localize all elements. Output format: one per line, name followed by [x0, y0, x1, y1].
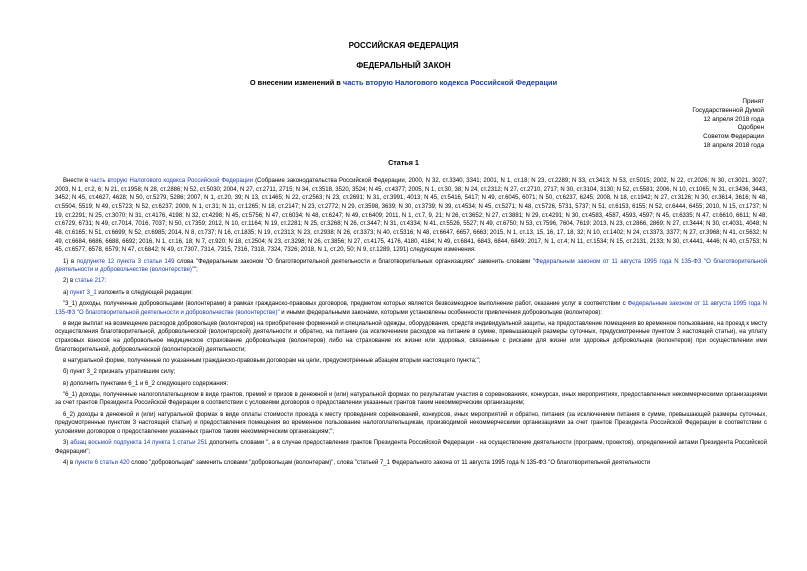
intro-paragraph: [55, 177, 767, 255]
item-2b: б) пункт 3_2 признать утратившим силу;: [63, 369, 176, 376]
item-4-pre: 4) в: [63, 460, 75, 467]
item-4-link-420[interactable]: пункте 6 статьи 420: [74, 460, 130, 467]
item-1-post: ";: [194, 267, 198, 274]
country-heading: РОССИЙСКАЯ ФЕДЕРАЦИЯ: [348, 41, 459, 50]
item-4-post: слово "добровольцам" заменить словами "добровольцам (волонтерам)", слова "статьей 7_1 Федерального закона от 11 августа 1995 года N 135-ФЗ "О благотворительной деятельности: [129, 460, 651, 467]
paragraph-3-1-link[interactable]: Федеральным законом от 11 августа 1995 года N 135-ФЗ "О благотворительной деятельности и добровольчестве (волонтерстве)": [55, 300, 768, 316]
intro-pre: Внести в: [63, 178, 91, 184]
item-2-link-217[interactable]: статье 217: [74, 278, 105, 285]
law-type-heading: ФЕДЕРАЛЬНЫЙ ЗАКОН: [356, 61, 451, 70]
paragraph-natural-form: в натуральной форме, полученные по указанным гражданско-правовым договорам на цели, предусмотренные абзацем вторым настоящего пункта;";: [63, 358, 481, 365]
item-2a-link[interactable]: пункт 3_1: [70, 289, 97, 296]
item-1-link-135fz[interactable]: Федеральным законом от 11 августа 1995 года N 135-ФЗ "О благотворительной деятельности и добровольчестве (волонтерстве)": [55, 258, 768, 274]
item-3-link-251[interactable]: абзац восьмой подпункта 14 пункта 1 статьи 251: [70, 440, 208, 447]
intro-text: (Собрание законодательства Российской Федерации, 2000, N 32, ст.3340, 3341; 2001, N 1, ст.18; N 23, ст.2289; N 33, ст.3413; N 53, ст.5015; 2002, N 22, ст.2026; N 30, ст.3021, 3027; 2003, N 1, ст.2, 6; N 21, ст.1958; N 28, ст.2886; N 52, ст.5030; 2004, N 27, ст.2711, 2715; N 34, ст.3518, 3520, 3524; N 45, ст.4377; 2005, N 1, ст.30, 38; N 24, ст.2312; N 27, ст.2710, 2717; N 30, ст.3104, 3130; N 52, ст.5581; 2006, N 10, ст.1065; N 31, ст.3436, 3443, 3452; N 45, ст.4627, 4628; N 50, ст.5279, 5286; 2007, N 1, ст.20, 39; N 13, ст.1465; N 22, ст.2563; N 23, ст.2691; N 31, ст.3991, 4013; N 45, ст.5416, 5417; N 49, ст.6045, 6071; N 50, ст.6237, 6245; 2008, N 18, ст.1942; N 27, ст.3126; N 30, ст.3614, 3616; N 48, ст.5504, 5519; N 49, ст.5723; N 52, ст.6237; 2009, N 1, ст.31; N 11, ст.1265; N 18, ст.2147; N 23, ст.2772; N 29, ст.3598, 3639; N 30, ст.3739; N 39, ст.4534; N 45, ст.5271; N 48, ст.5726, 5731, 5737; N 51, ст.6153, 6155; N 52, ст.6444, 6455; 2010, N 15, ст.1737; N 19, ст.2291; N 25, ст.3070; N 31, ст.4176, 4198; N 32, ст.4298; N 45, ст.5756; N 47, ст.6034; N 48, ст.6247; N 49, ст.6409; 2011, N 1, ст.7, 9, 21; N 26, ст.3652; N 27, ст.3881; N 29, ст.4291; N 30, ст.4583, 4587, 4593, 4597; N 45, ст.6335; N 47, ст.6610, 6611; N 48, ст.6729, 6731; N 49, ст.7014, 7016, 7037; N 50, ст.7359; 2012, N 10, ст.1164; N 19, ст.2281; N 25, ст.3268; N 26, ст.3447; N 31, ст.4334; N 41, ст.5526, 5527; N 49, ст.6750; N 53, ст.7596, 7604, 7619; 2013, N 23, ст.2866, 2869; N 27, ст.3444; N 30, ст.4031, 4048; N 48, ст.6165; N 51, ст.6699; N 52, ст.6985; 2014, N 8, ст.737; N 16, ст.1835; N 19, ст.2313; N 23, ст.2938; N 26, ст.3373; N 40, ст.5316; N 48, ст.6647, 6657, 6663; 2015, N 1, ст.13, 15, 16, 17, 18, 32; N 10, ст.1402; N 24, ст.3373, 3377; N 27, ст.3968; N 41, ст.5632; N 49, ст.6684, 6686, 6688, 6692; 2016, N 1, ст.16, 18; N 7, ст.920; N 18, ст.2504; N 23, ст.3298; N 26, ст.3856; N 27, ст.4175, 4176, 4180, 4184; N 49, ст.6841, 6843, 6844, 6849; 2017, N 1, ст.4; N 11, ст.1534; N 15, ст.2131, 2133; N 30, ст.4441, 4446; N 40, ст.5753; N 45, ст.6577, 6578, 6579; N 47, ст.6842; N 49, ст.7307, 7314, 7315, 7316, 7318, 7324, 7326; 2018, N 1, ст.20, 50; N 9, ст.1289, 1291) следующие изменения:: [55, 178, 768, 254]
title-code-link[interactable]: часть вторую Налогового кодекса Российской Федерации: [342, 78, 558, 87]
intro-code-link[interactable]: часть вторую Налогового кодекса Российской Федерации: [90, 178, 253, 184]
approved-by: Советом Федерации: [703, 133, 764, 141]
item-1-mid: слова "Федеральным законом "О благотворительной деятельности и благотворительных организациях" заменить словами ": [174, 258, 536, 265]
adopted-label: Принят: [742, 98, 764, 105]
paragraph-6-1: "6_1) доходы, полученные налогоплательщиком в виде грантов, премий и призов в денежной и (или) натуральной формах по результатам участия в соревнованиях, конкурсах, иных мероприятиях, предоставленных некоммерческими организациями за счет грантов Президента Российской Федерации в соответствии с условиями договоров о предоставлении указанных грантов таким некоммерческим организациям;: [55, 391, 767, 407]
adopted-by: Государственной Думой: [692, 106, 764, 114]
item-1-pre: 1) в: [63, 258, 77, 265]
item-1-link-149[interactable]: подпункте 12 пункта 3 статьи 149: [76, 258, 175, 265]
item-2-post: :: [104, 278, 107, 285]
item-3-post: дополнить словами ", а в случае предоставления грантов Президента Российской Федерации - на осуществление деятельности (программ, проектов), определенной актами Президента Российской Федерации";: [55, 440, 767, 455]
paragraph-3-1-pre: "3_1) доходы, полученные добровольцами (волонтерами) в рамках гражданско-правовых договоров, предметом которых является безвозмездное выполнение работ, оказание услуг в соответствии с: [63, 300, 628, 307]
adopted-date: 12 апреля 2018 года: [703, 115, 764, 123]
acceptance-block: [692, 98, 764, 151]
item-2v: в) дополнить пунктами 6_1 и 6_2 следующего содержания:: [63, 380, 228, 387]
item-2a: [55, 289, 767, 298]
article-heading: Статья 1: [388, 158, 419, 167]
paragraph-3-1-post: и иными федеральными законами, которыми установлены особенности привлечения добровольцев (волонтеров):: [279, 309, 602, 316]
item-2a-post: изложить в следующей редакции:: [96, 289, 193, 296]
paragraph-6-2: 6_2) доходы в денежной и (или) натуральной формах в виде оплаты стоимости проезда к месту проведения соревнований, конкурсов, иных мероприятий и обратно, питания (за исключением питания в сумме, превышающей размеры суточных, предусмотренные пунктом 3 настоящей статьи) и предоставления помещения во временное пользование налогоплательщикам, производимой некоммерческими организациями за счет грантов Президента Российской Федерации в соответствии с условиями договоров о предоставлении указанных грантов таким некоммерческим организациям;";: [55, 411, 767, 435]
item-2: [55, 277, 767, 286]
approved-date: 18 апреля 2018 года: [703, 141, 764, 149]
article-body: [55, 177, 767, 468]
law-title: [0, 78, 807, 87]
item-2-pre: 2) в: [63, 278, 75, 285]
item-2a-pre: а): [63, 289, 71, 296]
item-3-pre: 3): [63, 440, 71, 447]
approved-label: Одобрен: [737, 124, 764, 132]
item-3: [55, 439, 767, 456]
paragraph-3-1: [55, 300, 767, 317]
item-4: [55, 459, 767, 468]
item-1: [55, 258, 767, 275]
law-title-prefix: О внесении изменений в: [249, 78, 343, 87]
paragraph-expenses: в виде выплат на возмещение расходов добровольцев (волонтеров) на приобретение форменной и специальной одежды, оборудования, средств индивидуальной защиты, на предоставление помещения во временное пользование, на проезд к месту осуществления благотворительной, добровольческой (волонтерской) деятельности и обратно, на питание (за исключением расходов на питание в сумме, превышающей размеры суточных, предусмотренные пунктом 3 настоящей статьи), на уплату страховых взносов на добровольное медицинское страхование добровольцев (волонтеров) либо на страхование их жизни или здоровья, связанные с рисками для жизни или здоровья добровольцев (волонтеров) при осуществлении ими благотворительной, добровольческой (волонтерской) деятельности;: [55, 320, 767, 353]
